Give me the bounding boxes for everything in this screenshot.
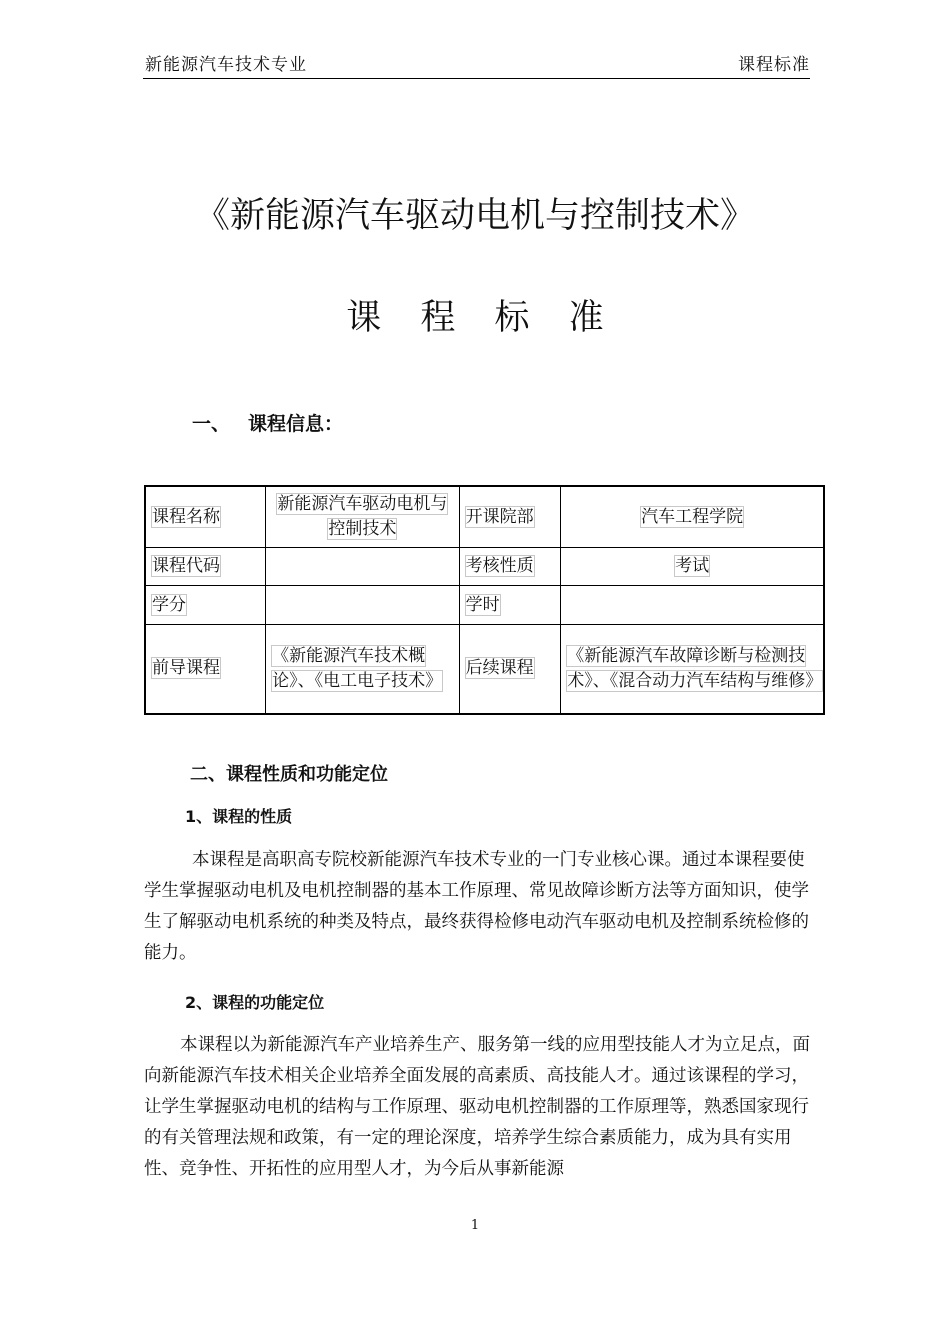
- table-cell: [266, 486, 459, 548]
- header-left-text: 新能源汽车技术专业: [145, 55, 307, 75]
- subsection-1-heading: 1、课程的性质: [185, 807, 293, 826]
- paragraph-course-positioning: 本课程以为新能源汽车产业培养生产、服务第一线的应用型技能人才为立足点，面向新能源汽车技术相关企业培养全面发展的高素质、高技能人才。通过该课程的学习，让学生掌握驱动电机的结构与工作原理、驱动电机控制器的工作原理等，熟悉国家现行的有关管理法规和政策，有一定的理论深度，培养学生综合素质能力，成为具有实用性、竞争性、开拓性的应用型人才，为今后从事新能源: [144, 1035, 810, 1179]
- table-cell: [145, 624, 266, 714]
- subsection-2-heading: 2、课程的功能定位: [185, 993, 325, 1012]
- follow-up-label: 后续课程: [465, 658, 534, 679]
- course-name-label: 课程名称: [152, 506, 220, 527]
- credits-label: 学分: [152, 594, 186, 615]
- table-row: [145, 624, 824, 714]
- credits-value: [266, 586, 459, 624]
- table-cell: [561, 624, 824, 714]
- table-cell: [459, 586, 561, 624]
- table-cell: [561, 486, 824, 548]
- document-subtitle: 课 程 标 准: [346, 298, 618, 338]
- section-1-title: 课程信息：: [248, 413, 344, 435]
- document-title: 《新能源汽车驱动电机与控制技术》: [194, 196, 755, 236]
- prerequisite-value: 《新能源汽车技术概论》、《电工电子技术》: [272, 645, 443, 691]
- section-2-heading: 二、课程性质和功能定位: [190, 764, 388, 785]
- hours-label: 学时: [465, 594, 500, 615]
- course-code-label: 课程代码: [152, 556, 220, 577]
- hours-value: [561, 586, 824, 624]
- table-cell: [145, 548, 266, 586]
- table-row: [145, 548, 824, 586]
- table-cell: [459, 624, 561, 714]
- department-label: 开课院部: [465, 506, 534, 527]
- assessment-value: 考试: [675, 556, 710, 577]
- table-row: [145, 486, 824, 548]
- table-cell: [561, 548, 824, 586]
- prerequisite-label: 前导课程: [152, 658, 220, 679]
- follow-up-value: 《新能源汽车故障诊断与检测技术》、《混合动力汽车结构与维修》: [567, 645, 823, 691]
- department-value: 汽车工程学院: [641, 506, 744, 527]
- course-name-value: 新能源汽车驱动电机与控制技术: [277, 494, 448, 540]
- table-cell: [459, 548, 561, 586]
- course-info-table: [144, 485, 825, 715]
- table-row: [145, 586, 824, 624]
- page-header: [143, 48, 810, 79]
- table-cell: [145, 486, 266, 548]
- course-code-value: [266, 548, 459, 586]
- page-number: 1: [470, 1218, 480, 1233]
- table-cell: [459, 486, 561, 548]
- section-1-number: 一、: [192, 413, 231, 435]
- section-1-heading: [192, 409, 343, 436]
- table-cell: [145, 586, 266, 624]
- header-right-text: 课程标准: [738, 55, 810, 75]
- paragraph-course-nature: 本课程是高职高专院校新能源汽车技术专业的一门专业核心课。通过本课程要使学生掌握驱动电机及电机控制器的基本工作原理、常见故障诊断方法等方面知识，使学生了解驱动电机系统的种类及特点，最终获得检修电动汽车驱动电机及控制系统检修的能力。: [144, 850, 809, 963]
- assessment-label: 考核性质: [465, 556, 534, 577]
- table-cell: [266, 624, 459, 714]
